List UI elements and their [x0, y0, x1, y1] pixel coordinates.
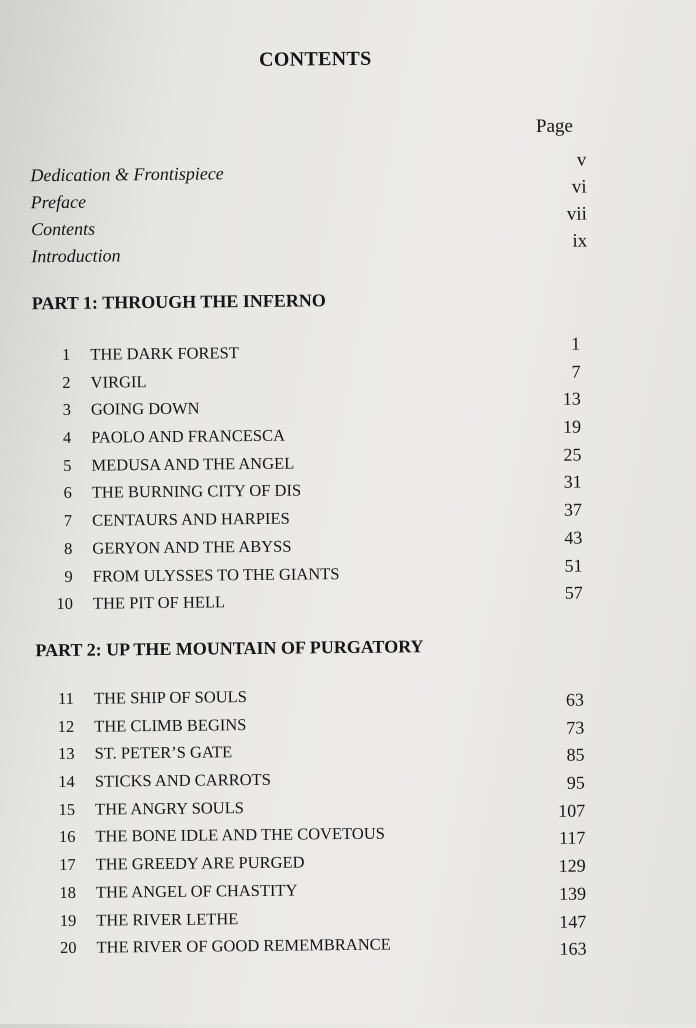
chapter-title: GERYON AND THE ABYSS — [92, 536, 292, 558]
chapter-page: 163 — [559, 938, 587, 959]
chapter-page: 1 — [571, 333, 581, 354]
front-matter-page: v — [576, 149, 587, 171]
chapter-page: 19 — [563, 416, 582, 437]
front-matter-page: vii — [566, 203, 588, 225]
chapter-page: 37 — [563, 499, 583, 520]
chapter-title: THE CLIMB BEGINS — [94, 714, 247, 736]
chapter-page: 13 — [562, 388, 581, 410]
chapter-number: 17 — [59, 854, 76, 875]
chapter-page: 85 — [566, 744, 585, 766]
chapter-page: 117 — [558, 827, 586, 849]
chapter-page: 107 — [558, 800, 586, 821]
chapter-title: PAOLO AND FRANCESCA — [91, 425, 286, 447]
chapter-number: 7 — [63, 511, 73, 531]
chapter-title: MEDUSA AND THE ANGEL — [91, 453, 295, 475]
front-matter-page: vi — [571, 176, 587, 198]
front-matter-label: Preface — [30, 191, 87, 213]
chapter-title: THE DARK FOREST — [90, 343, 239, 364]
chapter-number: 8 — [64, 538, 73, 558]
chapter-page: 139 — [558, 883, 587, 904]
page-column-header: Page — [535, 115, 574, 138]
chapter-page: 25 — [563, 444, 582, 465]
chapter-number: 9 — [64, 566, 73, 586]
chapter-title: ST. PETER’S GATE — [94, 742, 233, 764]
chapter-page: 31 — [563, 471, 582, 493]
chapter-title: THE SHIP OF SOULS — [93, 687, 247, 708]
chapter-title: THE GREEDY ARE PURGED — [95, 852, 305, 874]
chapter-number: 1 — [61, 344, 71, 364]
chapter-number: 18 — [59, 882, 77, 902]
chapter-page: 63 — [565, 689, 585, 710]
chapter-page: 95 — [566, 772, 585, 793]
chapter-number: 6 — [63, 483, 72, 503]
chapter-title: FROM ULYSSES TO THE GIANTS — [92, 563, 340, 586]
chapter-number: 19 — [59, 910, 77, 930]
chapter-number: 10 — [56, 594, 74, 614]
chapter-number: 15 — [58, 799, 76, 819]
chapter-number: 4 — [62, 427, 72, 448]
chapter-row — [54, 933, 586, 966]
chapter-title: THE RIVER LETHE — [96, 908, 239, 930]
front-matter-list — [30, 149, 588, 267]
page-title: CONTENTS — [258, 47, 372, 71]
chapter-number: 12 — [57, 716, 75, 736]
front-matter-label: Dedication & Frontispiece — [30, 163, 224, 186]
front-matter-label: Contents — [30, 218, 96, 240]
chapter-title: THE BURNING CITY OF DIS — [91, 480, 302, 503]
chapter-page: 57 — [564, 582, 583, 603]
part-heading: PART 1: THROUGH THE INFERNO — [31, 290, 326, 314]
chapter-page: 43 — [564, 527, 583, 548]
chapter-title: THE BONE IDLE AND THE COVETOUS — [95, 824, 385, 847]
chapter-page: 51 — [564, 555, 583, 576]
chapter-page: 129 — [558, 855, 586, 876]
chapter-number: 2 — [62, 372, 71, 392]
front-matter-label: Introduction — [31, 245, 121, 267]
chapter-title: THE PIT OF HELL — [92, 592, 226, 613]
part-heading: PART 2: UP THE MOUNTAIN OF PURGATORY — [35, 636, 424, 661]
chapter-page: 147 — [559, 911, 587, 932]
chapter-number: 13 — [57, 744, 75, 764]
front-matter-page: ix — [572, 230, 588, 252]
chapter-list — [52, 684, 587, 966]
front-matter-item — [31, 230, 588, 267]
chapter-number: 3 — [62, 400, 72, 420]
chapter-number: 5 — [63, 455, 72, 475]
chapter-title: STICKS AND CARROTS — [94, 769, 271, 791]
chapter-page: 73 — [566, 717, 585, 738]
chapter-title: THE ANGEL OF CHASTITY — [95, 880, 298, 902]
chapter-title: THE RIVER OF GOOD REMEMBRANCE — [96, 934, 391, 957]
chapter-title: THE ANGRY SOULS — [94, 797, 245, 819]
chapter-number: 16 — [58, 827, 76, 847]
chapter-title: CENTAURS AND HARPIES — [91, 508, 290, 530]
chapter-number: 11 — [57, 688, 75, 709]
chapter-number: 20 — [59, 938, 77, 958]
chapter-list — [48, 333, 583, 622]
chapter-title: GOING DOWN — [90, 398, 200, 420]
chapter-page: 7 — [571, 361, 581, 382]
chapter-row — [51, 582, 583, 622]
chapter-title: VIRGIL — [90, 371, 147, 392]
chapter-number: 14 — [58, 771, 75, 792]
